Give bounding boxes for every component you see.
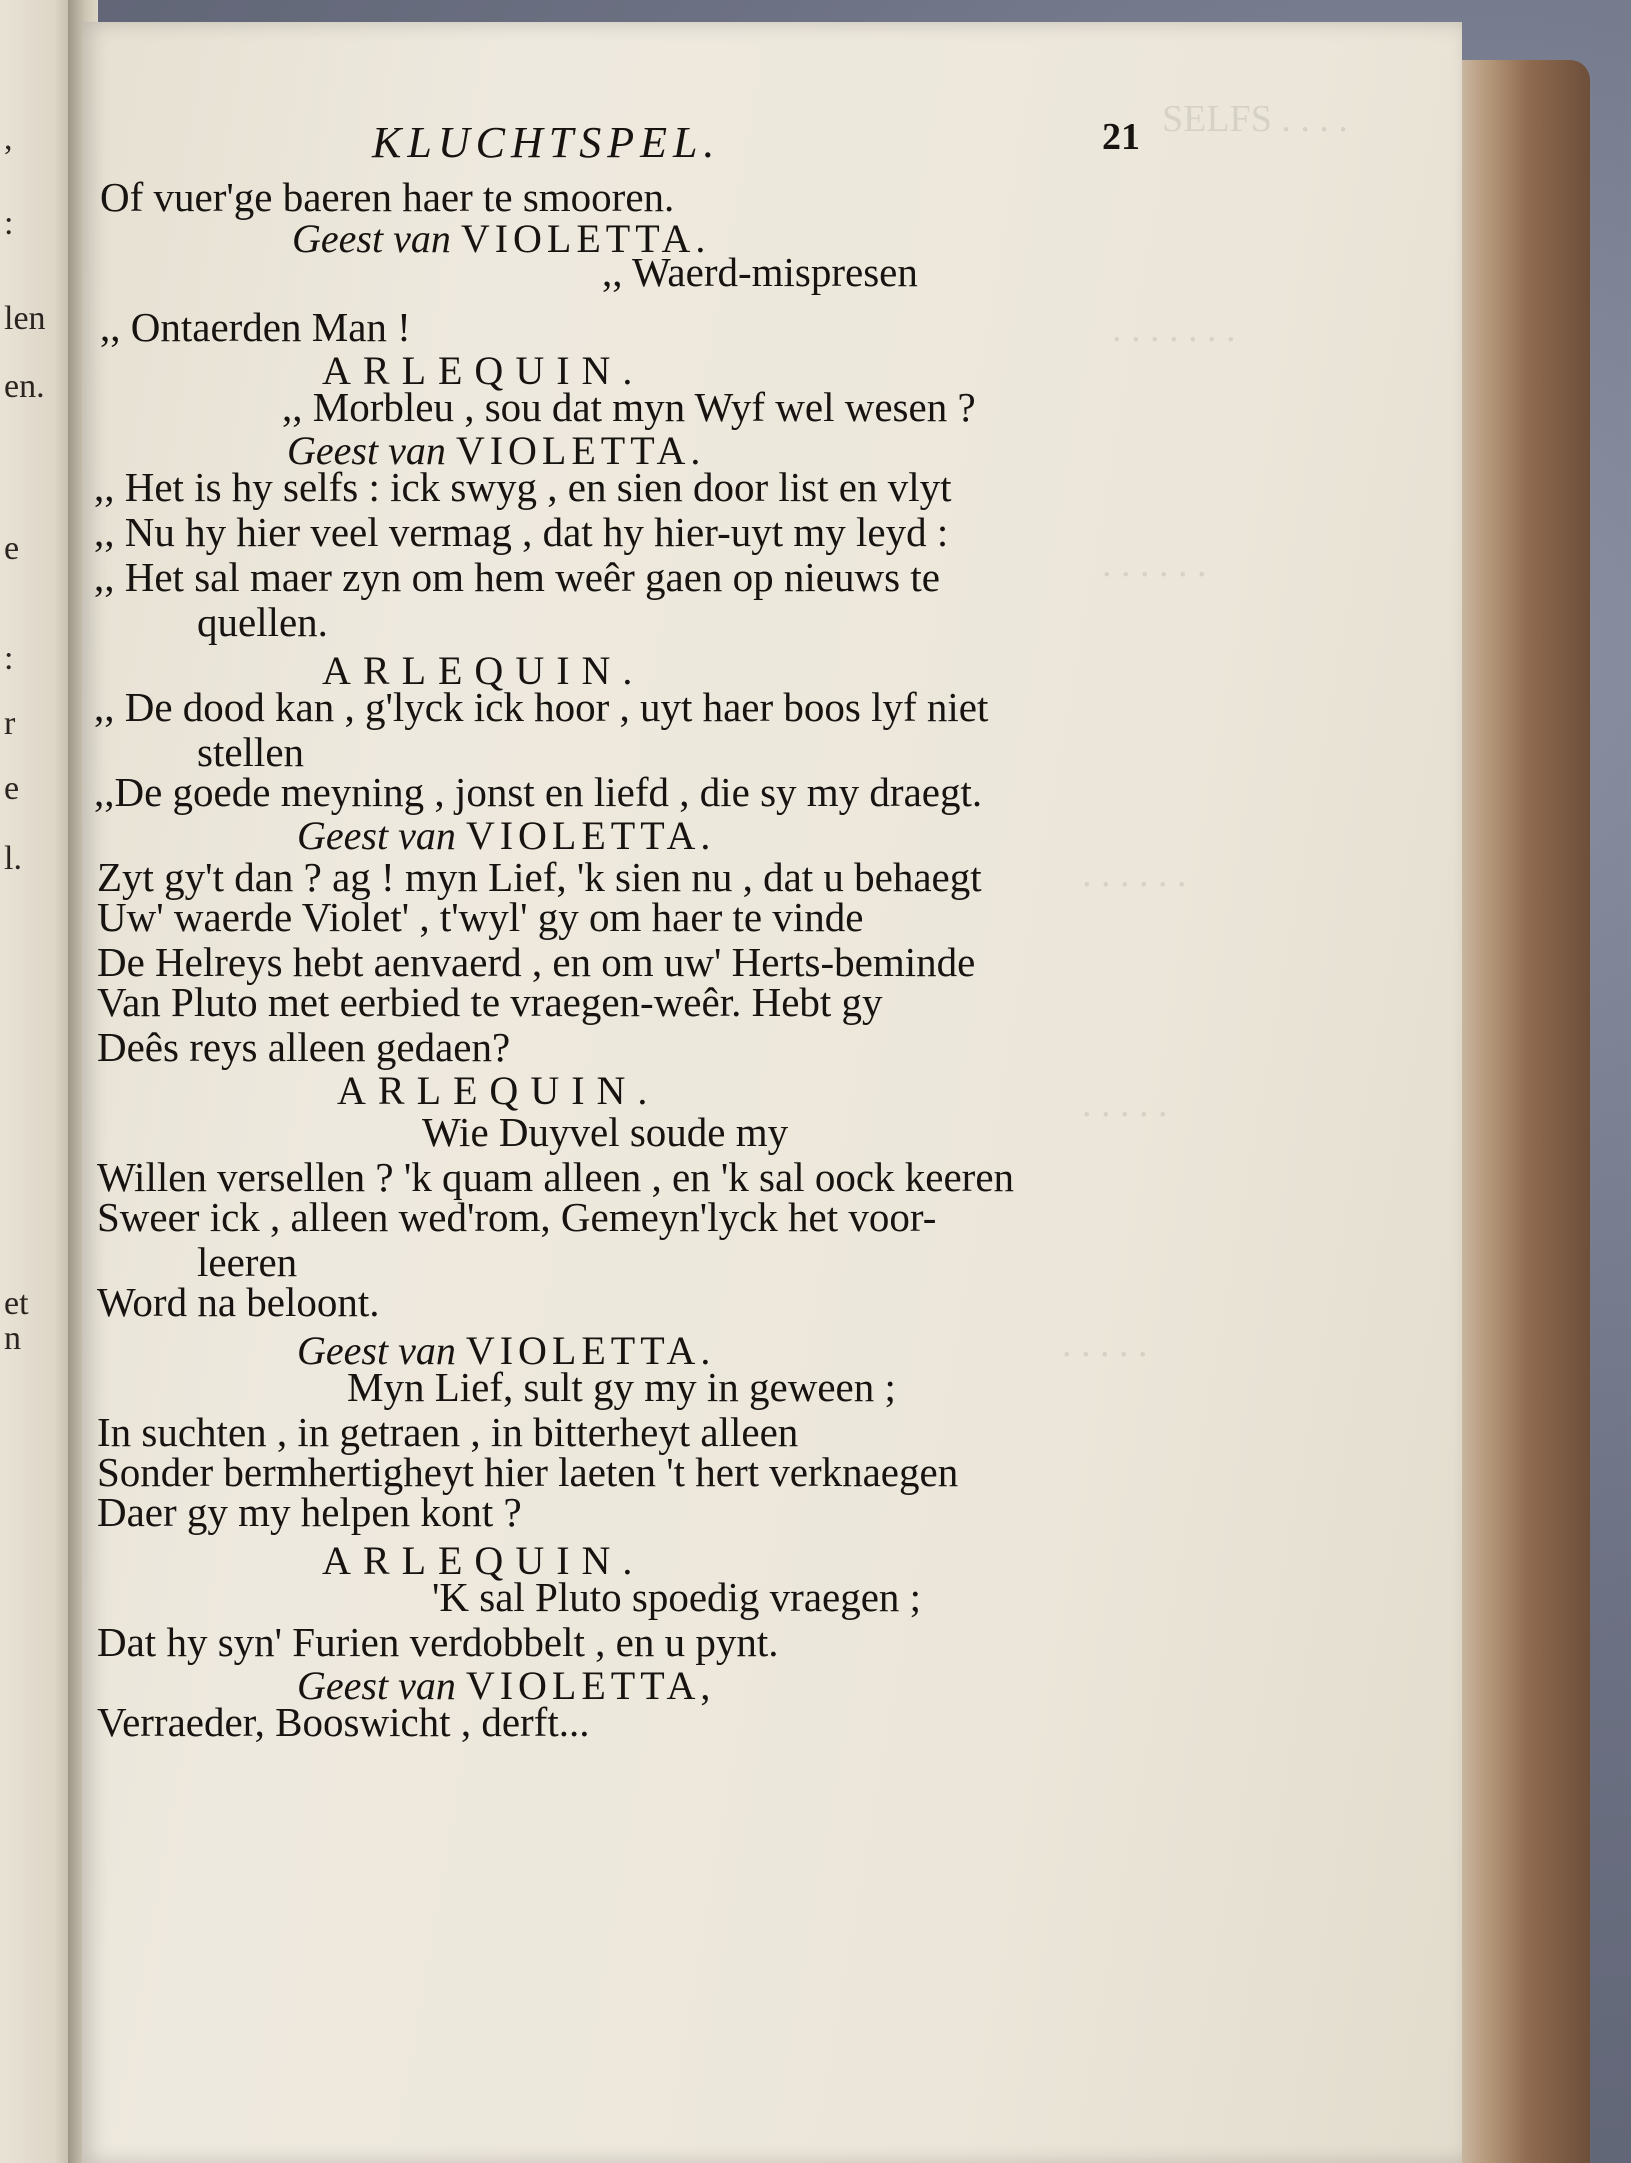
verse-line: Dat hy syn' Furien verdobbelt , en u pynt. [97,1619,779,1665]
verse-line: Sweer ick , alleen wed'rom, Gemeyn'lyck het voor- [97,1194,937,1240]
verse-line: De Helreys hebt aenvaerd , en om uw' Herts-beminde [97,939,976,985]
speaker-name: VIOLETTA. [465,1328,716,1373]
left-margin-fragment: : [4,640,14,677]
verse-line: Daer gy my helpen kont ? [97,1489,522,1535]
verse-line: Van Pluto met eerbied te vraegen-weêr. Hebt gy [97,979,883,1025]
speaker-heading: ARLEQUIN. [322,348,645,393]
page-number: 21 [1102,116,1140,158]
left-margin-fragment: et [4,1285,29,1322]
running-head: KLUCHTSPEL. [372,118,721,167]
verse-line: Of vuer'ge baeren haer te smooren. [100,174,675,220]
verse-line: Myn Lief, sult gy my in geween ; [347,1364,896,1410]
speaker-heading: ARLEQUIN. [337,1068,660,1113]
speaker-heading [297,812,715,859]
speaker-prefix: Geest van [287,428,456,473]
left-page [0,0,78,2163]
left-margin-fragment: e [4,530,20,567]
verse-line: ,, Ontaerden Man ! [100,304,411,350]
speaker-heading: ARLEQUIN. [322,1538,645,1583]
left-margin-fragment: en. [4,368,45,405]
speaker-prefix: Geest van [292,216,461,261]
left-margin-fragment: : [4,205,14,242]
verse-line: 'K sal Pluto spoedig vraegen ; [432,1574,922,1620]
speaker-name: VIOLETTA, [465,1663,716,1708]
left-margin-fragment: len [4,300,46,337]
speaker-prefix: Geest van [297,1328,466,1373]
verse-line: In suchten , in getraen , in bitterheyt alleen [97,1409,799,1455]
verse-line: Verraeder, Booswicht , derft... [97,1699,590,1745]
verse-line: ,, Waerd-mispresen [602,249,918,295]
verse-line: Willen versellen ? 'k quam alleen , en 'k sal oock keeren [97,1154,1015,1200]
speaker-prefix: Geest van [297,1663,466,1708]
verse-line: quellen. [197,599,328,645]
left-margin-fragment: , [4,120,13,157]
verse-line: ,,De goede meyning , jonst en liefd , die sy my draegt. [94,769,983,815]
verse-line: Uw' waerde Violet' , t'wyl' gy om haer te vinde [97,894,864,940]
verse-line: stellen [197,729,305,775]
speaker-name: VIOLETTA. [460,216,711,261]
verse-line: ,, Het is hy selfs : ick swyg , en sien door list en vlyt [94,464,952,510]
verse-line: ,, De dood kan , g'lyck ick hoor , uyt haer boos lyf niet [94,684,989,730]
speaker-prefix: Geest van [297,813,466,858]
verse-line: Deês reys alleen gedaen? [97,1024,511,1070]
left-margin-fragment: e [4,770,20,807]
left-margin-fragment: r [4,705,16,742]
speaker-heading: ARLEQUIN. [322,648,645,693]
verse-line: Sonder bermhertigheyt hier laeten 't hert verknaegen [97,1449,959,1495]
verse-line: ,, Het sal maer zyn om hem weêr gaen op nieuws te [94,554,940,600]
verse-line: leeren [197,1239,298,1285]
book-edge [1440,60,1590,2163]
speaker-name: VIOLETTA. [455,428,706,473]
verse-line: Zyt gy't dan ? ag ! myn Lief, 'k sien nu , dat u behaegt [97,854,982,900]
left-margin-fragment: l. [4,840,22,877]
verse-line: ,, Morbleu , sou dat myn Wyf wel wesen ? [282,384,976,430]
verse-line: Wie Duyvel soude my [422,1109,789,1155]
book-page: SELFS . . . . . . . . . . . . . . . . . . . . . . . . . . . . . . . . . KLUCHTSPEL. 21 Of vuer'ge baeren haer te smooren. Geest van VIOLETTA. ,, Waerd-mispresen ,, Ontaerden Man ! ARLEQUIN. ,, Morbleu , sou dat myn Wyf wel wesen ? Geest van VIOLETTA. ,, Het is hy selfs : ick swyg , en sien door list en vlyt ,, Nu hy hier veel vermag , dat hy hier-uyt my leyd : ,, Het sal maer zyn om hem weêr gaen op nieuws te quellen. ARLEQUIN. ,, De dood kan , g'lyck ick hoor , uyt haer boos lyf niet stellen ,,De goede meyning , jonst en liefd , die sy my draegt. Geest van VIOLETTA. Zyt gy't dan ? ag ! myn Lief, 'k sien nu , dat u behaegt Uw' waerde Violet' , t'wyl' gy om haer te vinde De Helreys hebt aenvaerd , en om uw' Herts-beminde Van Pluto met eerbied te vraegen-weêr. Hebt gy Deês reys alleen gedaen? ARLEQUIN. Wie Duyvel soude my Willen versellen ? 'k quam alleen , en 'k sal oock keeren Sweer ick , alleen wed'rom, Gemeyn'lyck het voor- leeren Word na beloont. Geest van VIOLETTA. Myn Lief, sult gy my in geween ; In suchten , in getraen , in bitterheyt alleen Sonder bermhertigheyt hier laeten 't hert verknaegen Daer gy my helpen kont ? ARLEQUIN. 'K sal Pluto spoedig vraegen ; Dat hy syn' Furien verdobbelt , en u pynt. Geest van VIOLETTA, Verraeder, Booswicht , derft... [82,22,1462,2163]
left-margin-fragment: n [4,1320,21,1357]
speaker-name: VIOLETTA. [465,813,716,858]
verse-line: Word na beloont. [97,1279,380,1325]
verse-line: ,, Nu hy hier veel vermag , dat hy hier-uyt my leyd : [94,509,949,555]
